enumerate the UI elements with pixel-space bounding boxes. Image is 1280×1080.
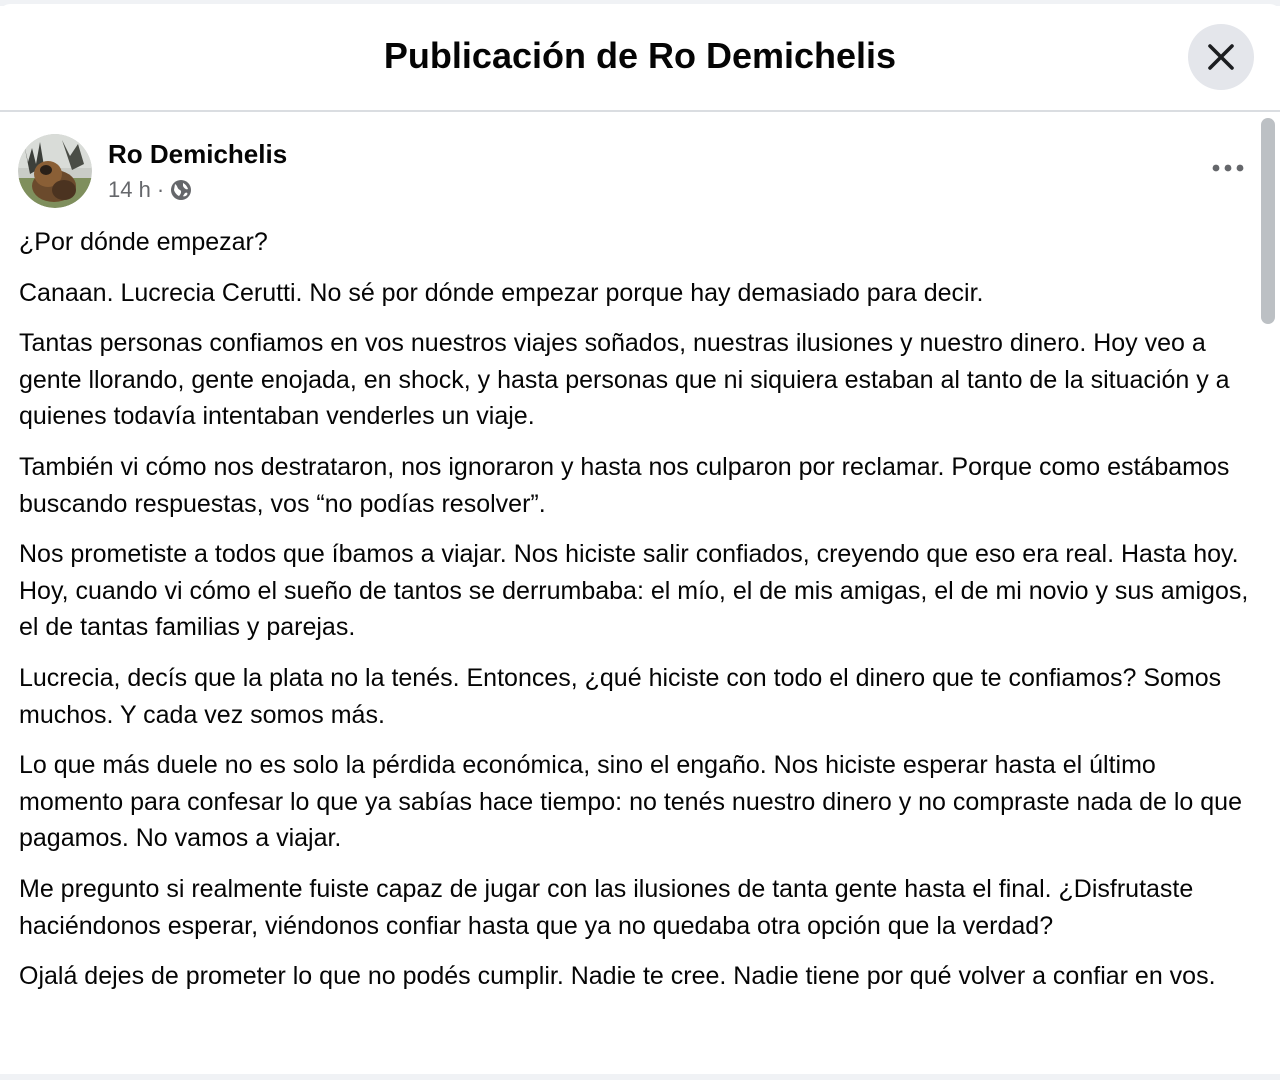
author-name-link[interactable]: Ro Demichelis xyxy=(108,139,288,169)
post-paragraph: Lucrecia, decís que la plata no la tenés. Entonces, ¿qué hiciste con todo el dinero que te confiamos? Somos muchos. Y cada vez somos más. xyxy=(19,663,1222,729)
post-paragraph: Me pregunto si realmente fuiste capaz de jugar con las ilusiones de tanta gente hasta el final. ¿Disfrutaste haciéndonos esperar, viéndonos confiar hasta que ya no quedaba otra opción que la verdad? xyxy=(19,874,1194,940)
post-paragraph: ¿Por dónde empezar? xyxy=(19,228,268,256)
post-paragraph: Canaan. Lucrecia Cerutti. No sé por dónde empezar porque hay demasiado para decir. xyxy=(19,278,984,307)
globe-icon[interactable] xyxy=(170,179,192,201)
scrollbar-thumb[interactable] xyxy=(1261,118,1275,324)
avatar[interactable] xyxy=(18,134,92,208)
post-paragraph: Lo que más duele no es solo la pérdida económica, sino el engaño. Nos hiciste esperar hasta el último momento para confesar lo que ya sabías hace tiempo: no tenés nuestro dinero y no compraste nada de lo que pagamos. No vamos a viajar. xyxy=(19,751,1242,853)
post-paragraph: Tantas personas confiamos en vos nuestros viajes soñados, nuestras ilusiones y nuestro dinero. Hoy veo a gente llorando, gente enojada, en shock, y hasta personas que ni siquiera estaban al tanto de la situación y a quienes todavía intentaban venderles un viaje. xyxy=(19,329,1230,431)
post-paragraph: Ojalá dejes de prometer lo que no podés cumplir. Nadie te cree. Nadie tiene por qué volver a confiar en vos. xyxy=(19,962,1216,991)
meta-separator: · xyxy=(156,177,165,202)
bottom-edge xyxy=(0,1074,1280,1080)
dialog-header xyxy=(0,4,1280,112)
dialog-title: Publicación de Ro Demichelis xyxy=(383,35,897,76)
post-paragraph: Nos prometiste a todos que íbamos a viajar. Nos hiciste salir confiados, creyendo que eso era real. Hasta hoy. Hoy, cuando vi cómo el sueño de tantos se derrumbaba: el mío, el de mis amigas, el de mi novio y sus amigos, el de tantas familias y parejas. xyxy=(19,540,1249,642)
close-button[interactable] xyxy=(1188,24,1254,90)
post-timestamp[interactable]: 14 h xyxy=(108,177,151,202)
post-paragraph: También vi cómo nos destrataron, nos ignoraron y hasta nos culparon por reclamar. Porque como estábamos buscando respuestas, vos “no podías resolver”. xyxy=(19,452,1230,518)
post-dialog xyxy=(0,4,1280,1080)
post-body xyxy=(19,224,1259,1009)
post-content-scroll-area[interactable] xyxy=(0,114,1280,1080)
more-horizontal-icon xyxy=(1212,163,1244,173)
more-options-button[interactable] xyxy=(1206,156,1250,180)
avatar-photo xyxy=(18,134,92,208)
close-icon xyxy=(1206,42,1236,72)
post-meta xyxy=(108,177,192,203)
